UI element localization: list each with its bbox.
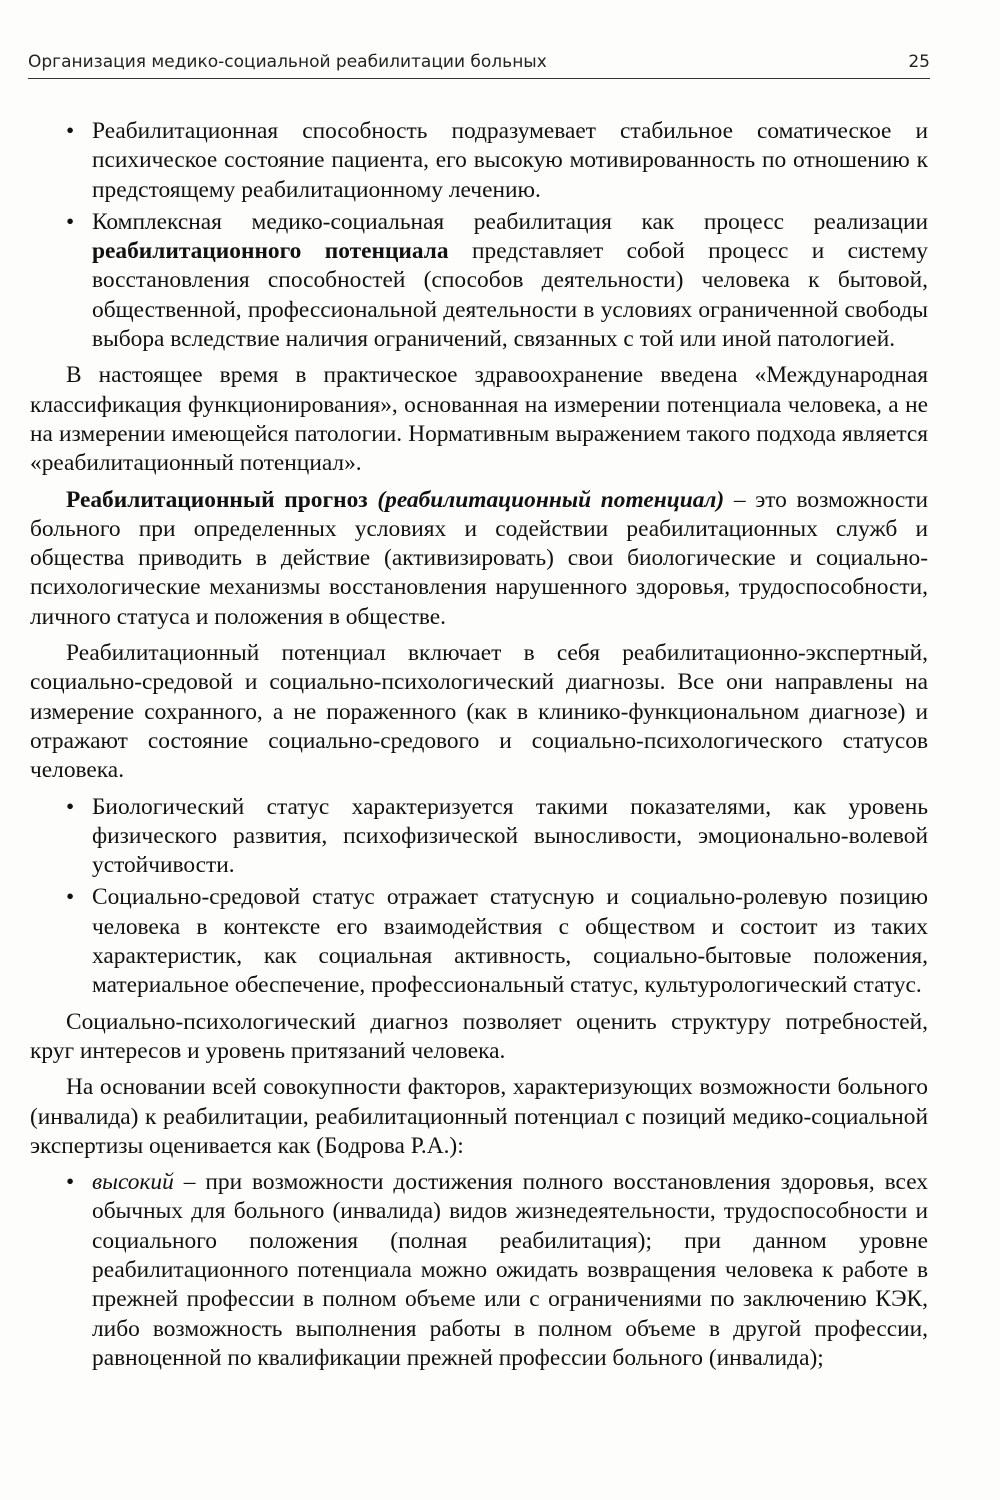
paragraph: В настоящее время в практическое здравоохранение введена «Международная классификация функционирования», основанная на измерении потенциала человека, а не на измерении имеющейся патологии. Нормативным выражением такого подхода является «реабилитационный потенциал». — [30, 362, 928, 477]
paragraph-text: – это возможности больного при определенных условиях и содействии реабилитационных служб и общества приводить в действие (активизировать) свои биологические и социально-психологические механизмы восстановления нарушенного здоровья, трудоспособности, личного статуса и положения в обществе. — [30, 486, 928, 630]
paragraph-definition — [30, 486, 928, 632]
list-item — [30, 117, 928, 205]
list-item-text: представляет собой процесс и систему восстановления способностей (способов деятельности) человека к бытовой, общественной, профессиональной деятельности в условиях ограниченной свободы выбора вследствие наличия ограничений, связанных с той или иной патологией. — [92, 238, 928, 353]
bullet-list-1 — [30, 117, 928, 354]
bullet-list-2 — [30, 793, 928, 1001]
bullet-icon: • — [66, 118, 75, 144]
list-item-text: Комплексная медико-социальная реабилитация как процесс реализации — [92, 208, 928, 235]
body-text — [30, 117, 928, 1380]
list-item — [30, 883, 928, 1000]
list-item — [30, 793, 928, 881]
bullet-list-3 — [30, 1168, 928, 1373]
paragraph: Реабилитационный потенциал включает в себя реабилитационно-экспертный, социально-средовой и социально-психологический диагнозы. Все они направлены на измерение сохранного, а не пораженного (как в клинико-функциональном диагнозе) и отражают состояние социально-средового и социально-психологического статусов человека. — [30, 640, 928, 784]
list-item — [30, 1168, 928, 1373]
header-title: Организация медико-социальной реабилитации больных — [28, 52, 547, 72]
list-item-text: Социально-средовой статус отражает статусную и социально-ролевую позицию человека в контексте его взаимодействия с обществом и состоит из таких характеристик, как социальная активность, социально-бытовые положения, материальное обеспечение, профессиональный статус, культурологический статус. — [92, 884, 928, 999]
bullet-icon: • — [66, 1169, 75, 1196]
paragraph: На основании всей совокупности факторов, характеризующих возможности больного (инвалида) к реабилитации, реабилитационный потенциал с позиций медико-социальной экспертизы оценивается как (Бодрова Р.А.): — [30, 1074, 928, 1159]
running-header — [28, 52, 930, 79]
bold-term: Реабилитационный прогноз — [66, 486, 368, 513]
italic-term: высокий — [92, 1169, 174, 1196]
paragraph: Социально-психологический диагноз позволяет оценить структуру потребностей, круг интересов и уровень притязаний человека. — [30, 1008, 928, 1064]
bold-italic-term: (реабилитационный потенциал) — [377, 486, 725, 513]
list-item-text: Реабилитационная способность подразумевает стабильное соматическое и психическое состояние пациента, его высокую мотивированность по отношению к предстоящему реабилитационному лечению. — [92, 118, 928, 203]
bold-term: реабилитационного потенциала — [92, 238, 449, 265]
bullet-icon: • — [66, 208, 75, 235]
bullet-icon: • — [66, 884, 75, 911]
list-item — [30, 208, 928, 354]
list-item-text: – при возможности достижения полного восстановления здоровья, всех обычных для больного (инвалида) видов жизнедеятельности, трудоспособности и социального положения (полная реабилитация); при данном уровне реабилитационного потенциала можно ожидать возвращения человека к работе в прежней профессии в полном объеме или с ограничениями по заключению КЭК, либо возможность выполнения работы в полном объеме в другой профессии, равноценной по квалификации прежней профессии больного (инвалида); — [92, 1169, 928, 1371]
list-item-text: Биологический статус характеризуется такими показателями, как уровень физического развития, психофизической выносливости, эмоционально-волевой устойчивости. — [92, 793, 928, 879]
page-number: 25 — [908, 52, 930, 72]
bullet-icon: • — [66, 793, 75, 820]
